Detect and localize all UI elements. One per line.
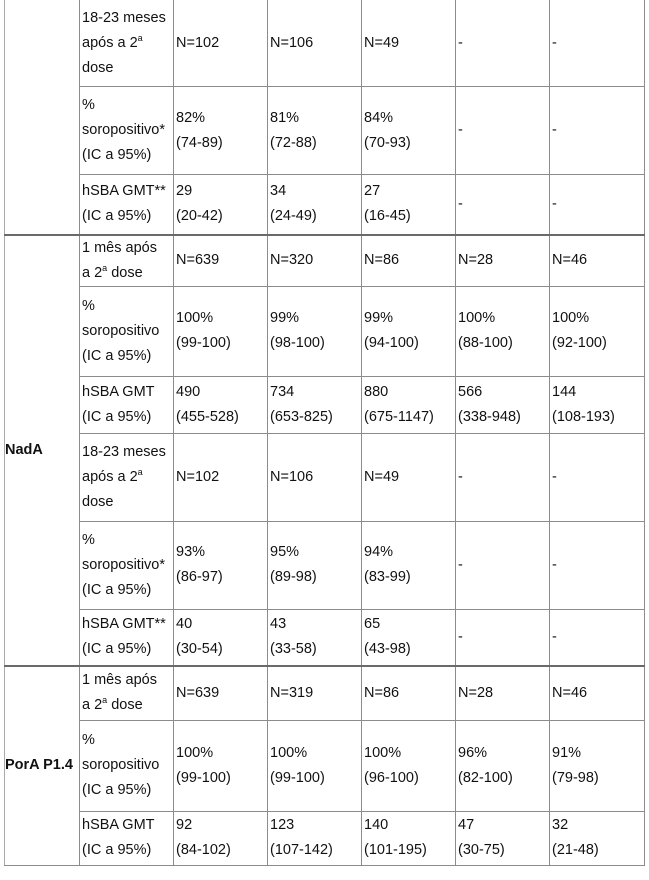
value-line: - (458, 468, 463, 485)
value-cell (550, 521, 645, 609)
row-label-line: dose (82, 493, 114, 510)
value-line: 490 (176, 383, 201, 400)
value-line: (675-1147) (364, 408, 434, 425)
value-line: 734 (270, 383, 295, 400)
value-cell (268, 811, 362, 865)
table-row (5, 87, 645, 175)
row-label-line: 1 mês após (82, 672, 157, 689)
value-cell (268, 376, 362, 433)
value-line: (338-948) (458, 408, 521, 425)
row-label-cell (80, 433, 174, 521)
ordinal-superscript: a (137, 466, 143, 477)
row-label-line: soropositivo (82, 757, 160, 773)
value-line: N=106 (270, 34, 314, 51)
value-line: (92-100) (552, 335, 607, 351)
row-label-line: (IC a 95%) (82, 782, 152, 798)
value-line: 34 (270, 183, 287, 200)
row-label-line: após a 2$^a$ (82, 32, 143, 51)
value-cell (174, 0, 268, 87)
table-row (5, 720, 645, 811)
value-cell (174, 376, 268, 433)
value-cell (550, 433, 645, 521)
value-cell (362, 811, 456, 865)
value-line: 99% (270, 310, 300, 326)
value-cell (550, 235, 645, 287)
value-cell (456, 609, 550, 666)
value-line: - (458, 556, 463, 573)
value-cell (362, 87, 456, 175)
value-cell (268, 175, 362, 235)
value-line: - (552, 34, 557, 51)
value-line: 100% (176, 744, 214, 761)
value-cell (174, 609, 268, 666)
value-cell (362, 720, 456, 811)
value-line: N=639 (176, 252, 220, 268)
value-line: (455-528) (176, 408, 239, 425)
value-line: N=86 (364, 252, 400, 268)
value-line: (30-75) (458, 842, 505, 858)
value-line: 43 (270, 616, 287, 633)
table-row (5, 666, 645, 720)
value-line: 100% (176, 310, 214, 326)
value-line: (94-100) (364, 335, 419, 351)
row-label-line: a 2$^a$ dose (82, 262, 143, 281)
value-line: 92 (176, 817, 193, 833)
row-label-line: (IC a 95%) (82, 581, 152, 598)
value-line: N=86 (364, 684, 400, 701)
row-label-cell (80, 666, 174, 720)
row-label-cell (80, 175, 174, 235)
value-line: 82% (176, 109, 206, 126)
row-label-line: (IC a 95%) (82, 208, 152, 225)
value-line: (24-49) (270, 208, 317, 225)
value-line: (16-45) (364, 208, 411, 225)
row-label-cell (80, 286, 174, 376)
value-line: 100% (458, 310, 496, 326)
value-line: (83-99) (364, 569, 411, 585)
row-label-line: soropositivo* (82, 556, 166, 573)
value-cell (362, 235, 456, 287)
value-line: N=106 (270, 468, 314, 485)
value-line: (107-142) (270, 842, 333, 858)
table-row (5, 433, 645, 521)
value-cell (456, 720, 550, 811)
value-line: (20-42) (176, 208, 223, 225)
value-cell (550, 0, 645, 87)
row-label-line: (IC a 95%) (82, 842, 152, 858)
value-cell (174, 235, 268, 287)
value-line: 65 (364, 616, 381, 633)
value-line: 94% (364, 544, 394, 560)
value-line: 123 (270, 817, 295, 833)
row-label-line: após a 2$^a$ (82, 466, 143, 485)
table-row (5, 175, 645, 235)
value-cell (550, 609, 645, 666)
row-label-cell (80, 235, 174, 287)
value-cell (550, 666, 645, 720)
value-line: (89-98) (270, 569, 317, 585)
value-line: (99-100) (270, 769, 325, 786)
value-cell (268, 0, 362, 87)
value-cell (456, 433, 550, 521)
value-line: (98-100) (270, 335, 325, 351)
value-line: - (552, 122, 557, 138)
row-label-line: 18-23 meses (82, 443, 166, 460)
ordinal-superscript: a (102, 695, 108, 706)
row-label-line: % (82, 97, 95, 113)
value-line: 99% (364, 310, 394, 326)
value-line: 140 (364, 817, 389, 833)
value-line: 32 (552, 817, 569, 833)
value-line: - (458, 122, 463, 138)
value-line: (79-98) (552, 769, 599, 786)
row-label-cell (80, 521, 174, 609)
value-line: N=46 (552, 684, 588, 701)
row-label-line: % (82, 531, 95, 548)
value-cell (174, 720, 268, 811)
value-line: (82-100) (458, 769, 513, 786)
value-line: 81% (270, 109, 300, 126)
value-cell (362, 433, 456, 521)
row-label-cell (80, 609, 174, 666)
value-line: N=102 (176, 34, 220, 51)
value-line: N=102 (176, 468, 220, 485)
table-row (5, 376, 645, 433)
value-line: (96-100) (364, 769, 419, 786)
value-line: (70-93) (364, 134, 411, 151)
value-cell (456, 376, 550, 433)
value-line: 27 (364, 183, 381, 200)
value-line: (653-825) (270, 408, 333, 425)
table-row (5, 521, 645, 609)
value-cell (456, 811, 550, 865)
row-label-line: (IC a 95%) (82, 347, 152, 364)
row-label-line: dose (82, 59, 114, 76)
value-line: - (552, 628, 557, 645)
value-line: (99-100) (176, 335, 231, 351)
value-cell (174, 175, 268, 235)
row-label-line: hSBA GMT (82, 383, 155, 400)
value-line: - (458, 628, 463, 645)
value-line: (101-195) (364, 842, 427, 858)
value-cell (362, 0, 456, 87)
value-line: 96% (458, 744, 488, 761)
value-line: 47 (458, 817, 475, 833)
value-line: (84-102) (176, 842, 231, 858)
row-label-line: 1 mês após (82, 239, 157, 256)
value-cell (268, 720, 362, 811)
row-label-line: hSBA GMT (82, 817, 155, 833)
value-cell (174, 87, 268, 175)
value-cell (174, 521, 268, 609)
value-cell (174, 666, 268, 720)
table-body (5, 0, 645, 865)
value-line: N=28 (458, 684, 494, 701)
table-row (5, 811, 645, 865)
value-cell (362, 609, 456, 666)
value-cell (174, 811, 268, 865)
value-cell (174, 433, 268, 521)
ordinal-superscript: a (102, 262, 108, 273)
value-line: 880 (364, 383, 389, 400)
value-line: 91% (552, 744, 582, 761)
value-line: 84% (364, 109, 394, 126)
value-cell (362, 175, 456, 235)
row-label-cell (80, 720, 174, 811)
value-cell (362, 376, 456, 433)
value-line: (72-88) (270, 134, 317, 151)
row-label-line: 18-23 meses (82, 9, 166, 26)
value-line: 566 (458, 383, 483, 400)
value-cell (362, 286, 456, 376)
value-line: 95% (270, 544, 300, 560)
row-label-line: % (82, 732, 95, 748)
value-cell (362, 521, 456, 609)
value-line: (21-48) (552, 842, 599, 858)
value-line: N=49 (364, 34, 400, 51)
row-label-cell (80, 376, 174, 433)
value-line: (99-100) (176, 769, 231, 786)
value-cell (456, 175, 550, 235)
row-label-line: (IC a 95%) (82, 641, 152, 658)
value-line: 100% (552, 310, 590, 326)
value-cell (456, 286, 550, 376)
table-row (5, 0, 645, 87)
row-label-cell (80, 87, 174, 175)
value-line: (33-58) (270, 641, 317, 658)
row-label-line: a 2$^a$ dose (82, 695, 143, 714)
table-row (5, 286, 645, 376)
row-label-line: (IC a 95%) (82, 147, 152, 163)
row-label-line: soropositivo* (82, 122, 166, 138)
value-cell (550, 87, 645, 175)
value-cell (550, 720, 645, 811)
value-cell (268, 521, 362, 609)
table-row (5, 235, 645, 287)
value-line: - (458, 34, 463, 51)
value-cell (456, 235, 550, 287)
value-cell (268, 666, 362, 720)
value-cell (362, 666, 456, 720)
value-line: (108-193) (552, 408, 615, 425)
value-cell (456, 666, 550, 720)
value-line: - (458, 195, 463, 212)
value-cell (550, 286, 645, 376)
row-label-line: (IC a 95%) (82, 408, 152, 425)
value-line: N=46 (552, 252, 588, 268)
value-line: N=639 (176, 684, 220, 701)
value-line: (74-89) (176, 134, 223, 151)
value-line: 100% (364, 744, 402, 761)
ordinal-superscript: a (137, 32, 143, 43)
value-line: N=28 (458, 252, 494, 268)
value-line: 29 (176, 183, 193, 200)
value-line: N=319 (270, 684, 314, 701)
row-label-line: hSBA GMT** (82, 616, 166, 633)
antigen-cell: NadA (5, 235, 80, 667)
value-cell (268, 609, 362, 666)
value-line: (43-98) (364, 641, 411, 658)
row-label-cell (80, 811, 174, 865)
antigen-cell: PorA P1.4 (5, 666, 80, 865)
value-line: 144 (552, 383, 577, 400)
value-cell (550, 376, 645, 433)
value-line: - (552, 195, 557, 212)
value-cell (174, 286, 268, 376)
value-line: 100% (270, 744, 308, 761)
value-line: N=320 (270, 252, 314, 268)
row-label-cell (80, 0, 174, 87)
value-line: - (552, 556, 557, 573)
value-cell (268, 235, 362, 287)
value-cell (550, 175, 645, 235)
value-cell (268, 87, 362, 175)
row-label-line: % (82, 297, 95, 314)
value-cell (456, 521, 550, 609)
antigen-cell (5, 0, 80, 235)
row-label-line: hSBA GMT** (82, 183, 166, 200)
value-line: (30-54) (176, 641, 223, 658)
value-line: 40 (176, 616, 193, 633)
value-cell (268, 286, 362, 376)
value-cell (456, 0, 550, 87)
value-cell (456, 87, 550, 175)
table-row (5, 609, 645, 666)
row-label-line: soropositivo (82, 322, 160, 339)
value-line: - (552, 468, 557, 485)
value-line: N=49 (364, 468, 400, 485)
value-line: 93% (176, 544, 206, 560)
value-line: (86-97) (176, 569, 223, 585)
value-cell (268, 433, 362, 521)
results-table (4, 0, 645, 866)
value-line: (88-100) (458, 335, 513, 351)
value-cell (550, 811, 645, 865)
